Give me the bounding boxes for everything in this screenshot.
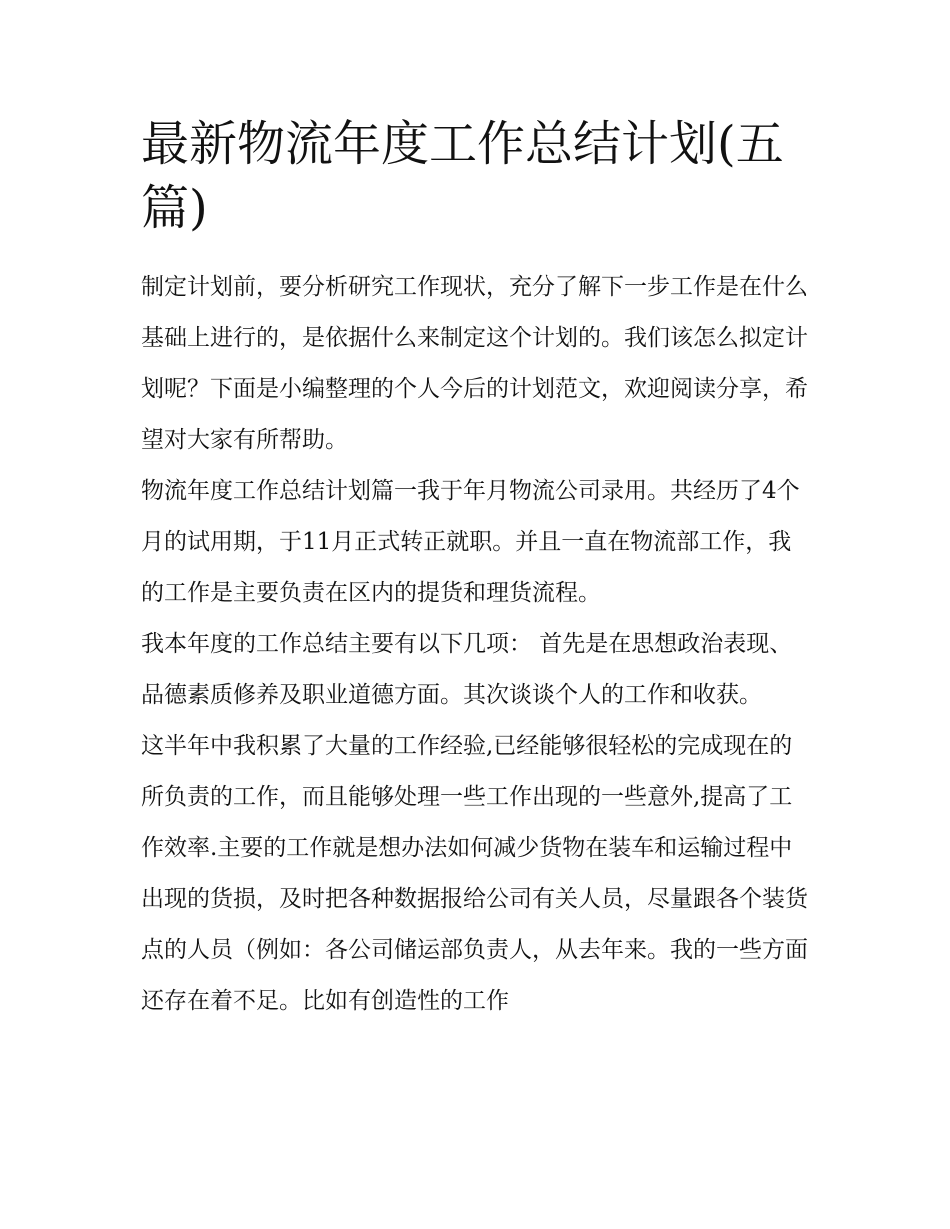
paragraph-1: 物流年度工作总结计划篇一我于年月物流公司录用。共经历了4个月的试用期，于11月正式转正就职。并且一直在物流部工作，我的工作是主要负责在区内的提货和理货流程。: [141, 478, 800, 606]
document-body: [141, 112, 813, 1027]
paragraph-2: 我本年度的工作总结主要有以下几项： 首先是在思想政治表现、品德素质修养及职业道德方面。其次谈谈个人的工作和收获。: [141, 631, 793, 708]
document-title: 最新物流年度工作总结计划(五篇): [141, 116, 784, 236]
paragraph-3: 这半年中我积累了大量的工作经验,已经能够很轻松的完成现在的所负责的工作，而且能够处理一些工作出现的一些意外,提高了工作效率.主要的工作就是想办法如何减少货物在装车和运输过程中出现的货损，及时把各种数据报给公司有关人员，尽量跟各个装货点的人员（例如：各公司储运部负责人，从去年来。我的一些方面还存在着不足。比如有创造性的工作: [141, 733, 808, 1014]
paragraph-intro: 制定计划前，要分析研究工作现状，充分了解下一步工作是在什么基础上进行的，是依据什么来制定这个计划的。我们该怎么拟定计划呢？下面是小编整理的个人今后的计划范文，欢迎阅读分享，希望对大家有所帮助。: [141, 274, 808, 453]
